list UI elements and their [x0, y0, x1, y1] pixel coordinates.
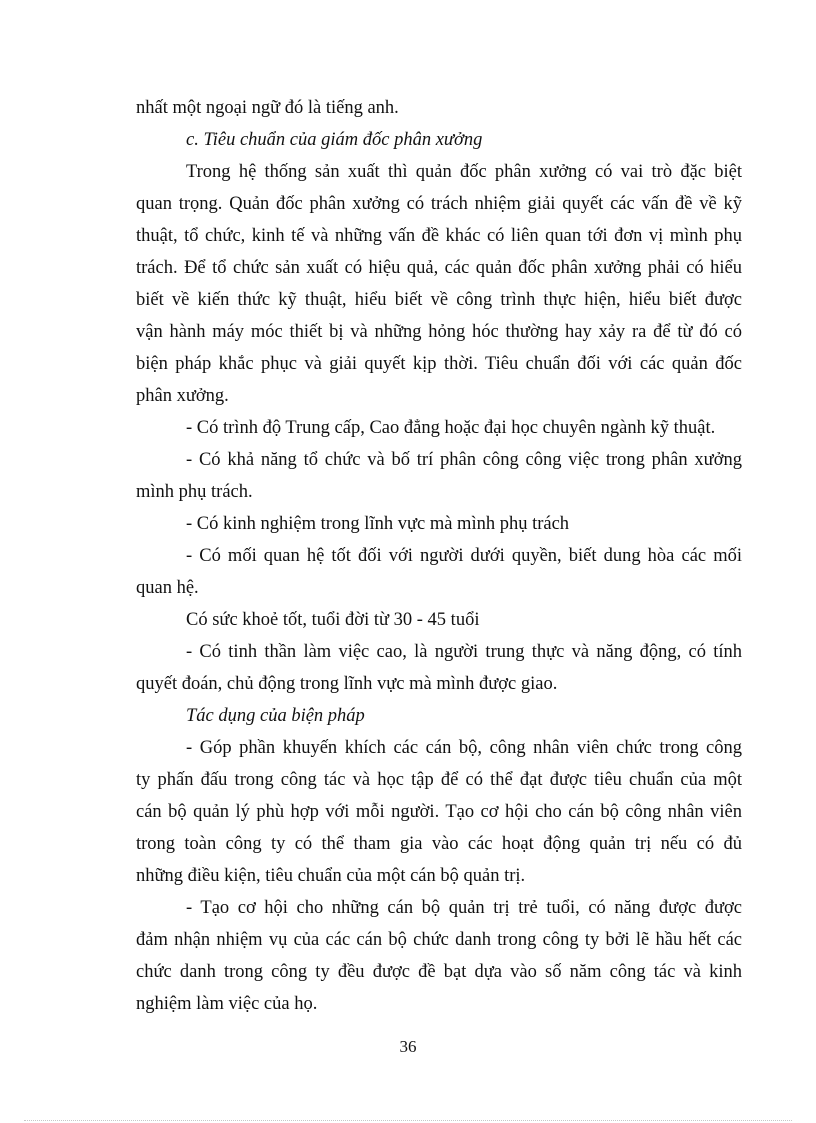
text-line: vận hành máy móc thiết bị và những hỏng hóc thường hay xảy ra để từ đó có	[136, 322, 742, 342]
bullet-item: - Có kinh nghiệm trong lĩnh vực mà mình phụ trách	[186, 514, 570, 534]
text-line: Trong hệ thống sản xuất thì quản đốc phân xưởng có vai trò đặc biệt	[186, 162, 742, 182]
text-line: trách. Để tổ chức sản xuất có hiệu quả, các quản đốc phân xưởng phải có hiểu	[136, 258, 742, 278]
text-line: thuật, tổ chức, kinh tế và những vấn đề khác có liên quan tới đơn vị mình phụ	[136, 226, 742, 246]
text-line: Có sức khoẻ tốt, tuổi đời từ 30 - 45 tuổi	[186, 610, 480, 630]
bullet-item: - Tạo cơ hội cho những cán bộ quản trị trẻ tuổi, có năng được được	[186, 898, 742, 918]
text-line: quyết đoán, chủ động trong lĩnh vực mà mình được giao.	[136, 674, 558, 694]
text-line: trong toàn công ty có thể tham gia vào các hoạt động quản trị nếu có đủ	[136, 834, 742, 854]
bullet-item: - Có tinh thần làm việc cao, là người trung thực và năng động, có tính	[186, 642, 742, 662]
bullet-item: - Có khả năng tổ chức và bố trí phân công công việc trong phân xưởng	[186, 450, 742, 470]
text-line: nhất một ngoại ngữ đó là tiếng anh.	[136, 98, 399, 118]
text-line: quan trọng. Quản đốc phân xưởng có trách nhiệm giải quyết các vấn đề về kỹ	[136, 194, 742, 214]
section-heading: Tác dụng của biện pháp	[186, 706, 365, 726]
text-line: đảm nhận nhiệm vụ của các cán bộ chức danh trong công ty bởi lẽ hầu hết các	[136, 930, 742, 950]
text-line: nghiệm làm việc của họ.	[136, 994, 318, 1014]
bullet-item: - Có trình độ Trung cấp, Cao đẳng hoặc đại học chuyên ngành kỹ thuật.	[186, 418, 716, 438]
text-line: phân xưởng.	[136, 386, 229, 406]
text-line: chức danh trong công ty đều được đề bạt dựa vào số năm công tác và kinh	[136, 962, 742, 982]
text-line: những điều kiện, tiêu chuẩn của một cán bộ quản trị.	[136, 866, 526, 886]
text-line: quan hệ.	[136, 578, 199, 598]
text-line: biện pháp khắc phục và giải quyết kịp thời. Tiêu chuẩn đối với các quản đốc	[136, 354, 742, 374]
text-line: mình phụ trách.	[136, 482, 253, 502]
section-heading: c. Tiêu chuẩn của giám đốc phân xưởng	[186, 130, 483, 150]
page-bottom-divider	[24, 1120, 792, 1121]
text-line: biết về kiến thức kỹ thuật, hiểu biết về công trình thực hiện, hiểu biết được	[136, 290, 742, 310]
text-line: cán bộ quản lý phù hợp với mỗi người. Tạo cơ hội cho cán bộ công nhân viên	[136, 802, 742, 822]
text-line: ty phấn đấu trong công tác và học tập để có thể đạt được tiêu chuẩn của một	[136, 770, 742, 790]
page-number: 36	[399, 1037, 417, 1056]
bullet-item: - Góp phần khuyến khích các cán bộ, công nhân viên chức trong công	[186, 738, 742, 758]
bullet-item: - Có mối quan hệ tốt đối với người dưới quyền, biết dung hòa các mối	[186, 546, 742, 566]
